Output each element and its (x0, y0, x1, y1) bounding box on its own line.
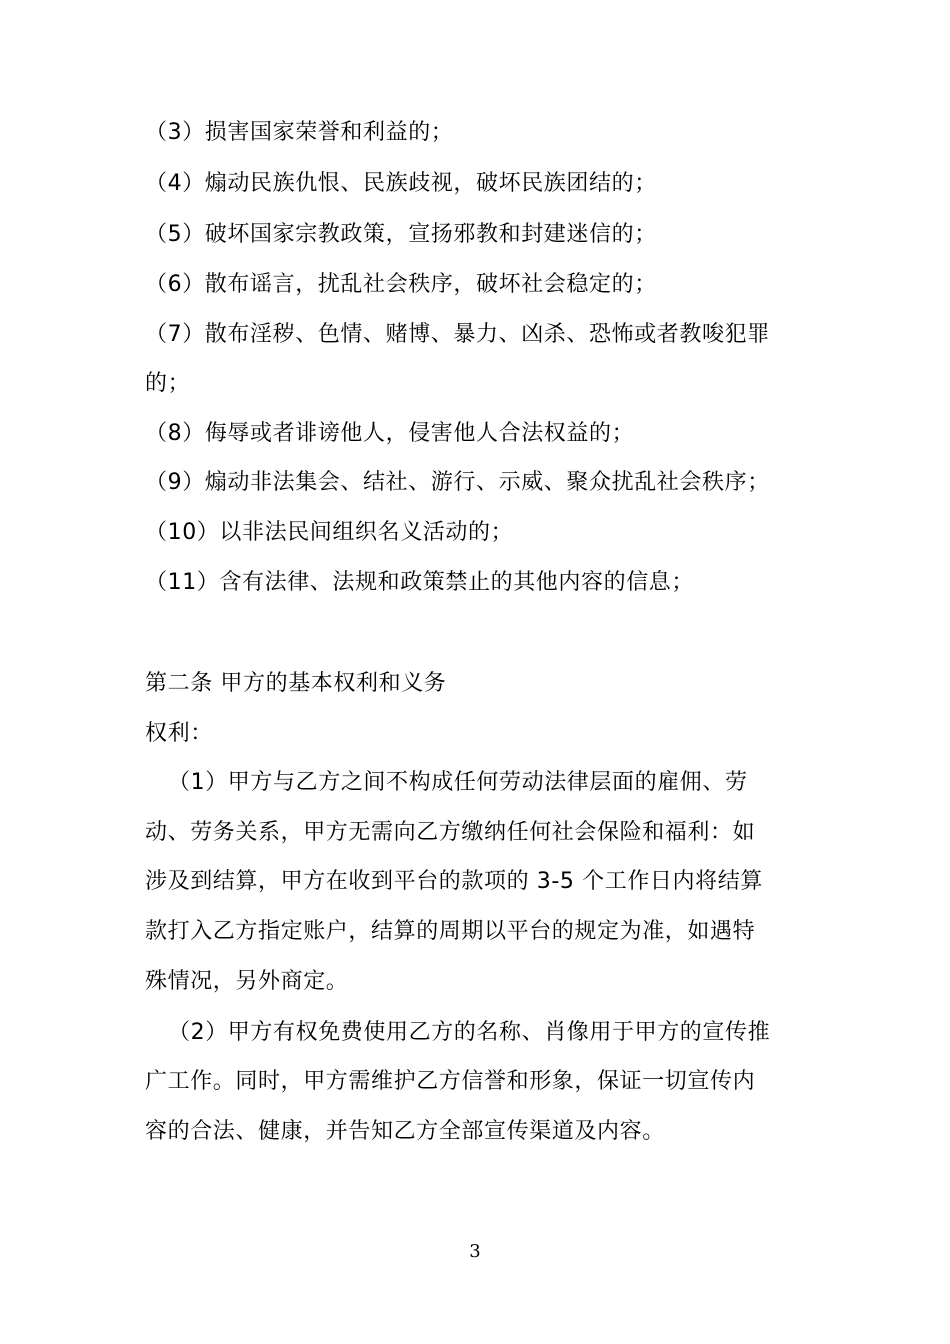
paragraph-line: 款打入乙方指定账户，结算的周期以平台的规定为准，如遇特 (145, 919, 756, 944)
list-item: （4）煽动民族仇恨、民族歧视，破坏民族团结的； (145, 171, 657, 196)
list-item: （6）散布谣言，扰乱社会秩序，破坏社会稳定的； (145, 272, 657, 297)
paragraph-line: 广工作。同时，甲方需维护乙方信誉和形象，保证一切宣传内 (145, 1069, 756, 1094)
list-item: （11）含有法律、法规和政策禁止的其他内容的信息； (145, 570, 694, 595)
paragraph-line: 容的合法、健康，并告知乙方全部宣传渠道及内容。 (145, 1119, 665, 1144)
list-item: （10）以非法民间组织名义活动的； (145, 520, 514, 545)
section-title: 第二条 甲方的基本权利和义务 (145, 671, 447, 696)
list-item-continuation: 的； (145, 371, 191, 396)
paragraph-line: 殊情况，另外商定。 (145, 969, 349, 994)
page-number: 3 (469, 1241, 481, 1262)
list-item: （7）散布淫秽、色情、赌博、暴力、凶杀、恐怖或者教唆犯罪 (145, 322, 770, 347)
paragraph-line: （2）甲方有权免费使用乙方的名称、肖像用于甲方的宣传推 (168, 1020, 771, 1045)
paragraph-line: 动、劳务关系，甲方无需向乙方缴纳任何社会保险和福利：如 (145, 820, 756, 845)
list-item: （9）煽动非法集会、结社、游行、示威、聚众扰乱社会秩序； (145, 470, 770, 495)
list-item: （3）损害国家荣誉和利益的； (145, 120, 454, 145)
list-item: （8）侮辱或者诽谤他人，侵害他人合法权益的； (145, 421, 635, 446)
paragraph-line: （1）甲方与乙方之间不构成任何劳动法律层面的雇佣、劳 (168, 770, 748, 795)
list-item: （5）破坏国家宗教政策，宣扬邪教和封建迷信的； (145, 222, 657, 247)
rights-label: 权利： (145, 721, 213, 746)
paragraph-line: 涉及到结算，甲方在收到平台的款项的 3-5 个工作日内将结算 (145, 869, 763, 894)
